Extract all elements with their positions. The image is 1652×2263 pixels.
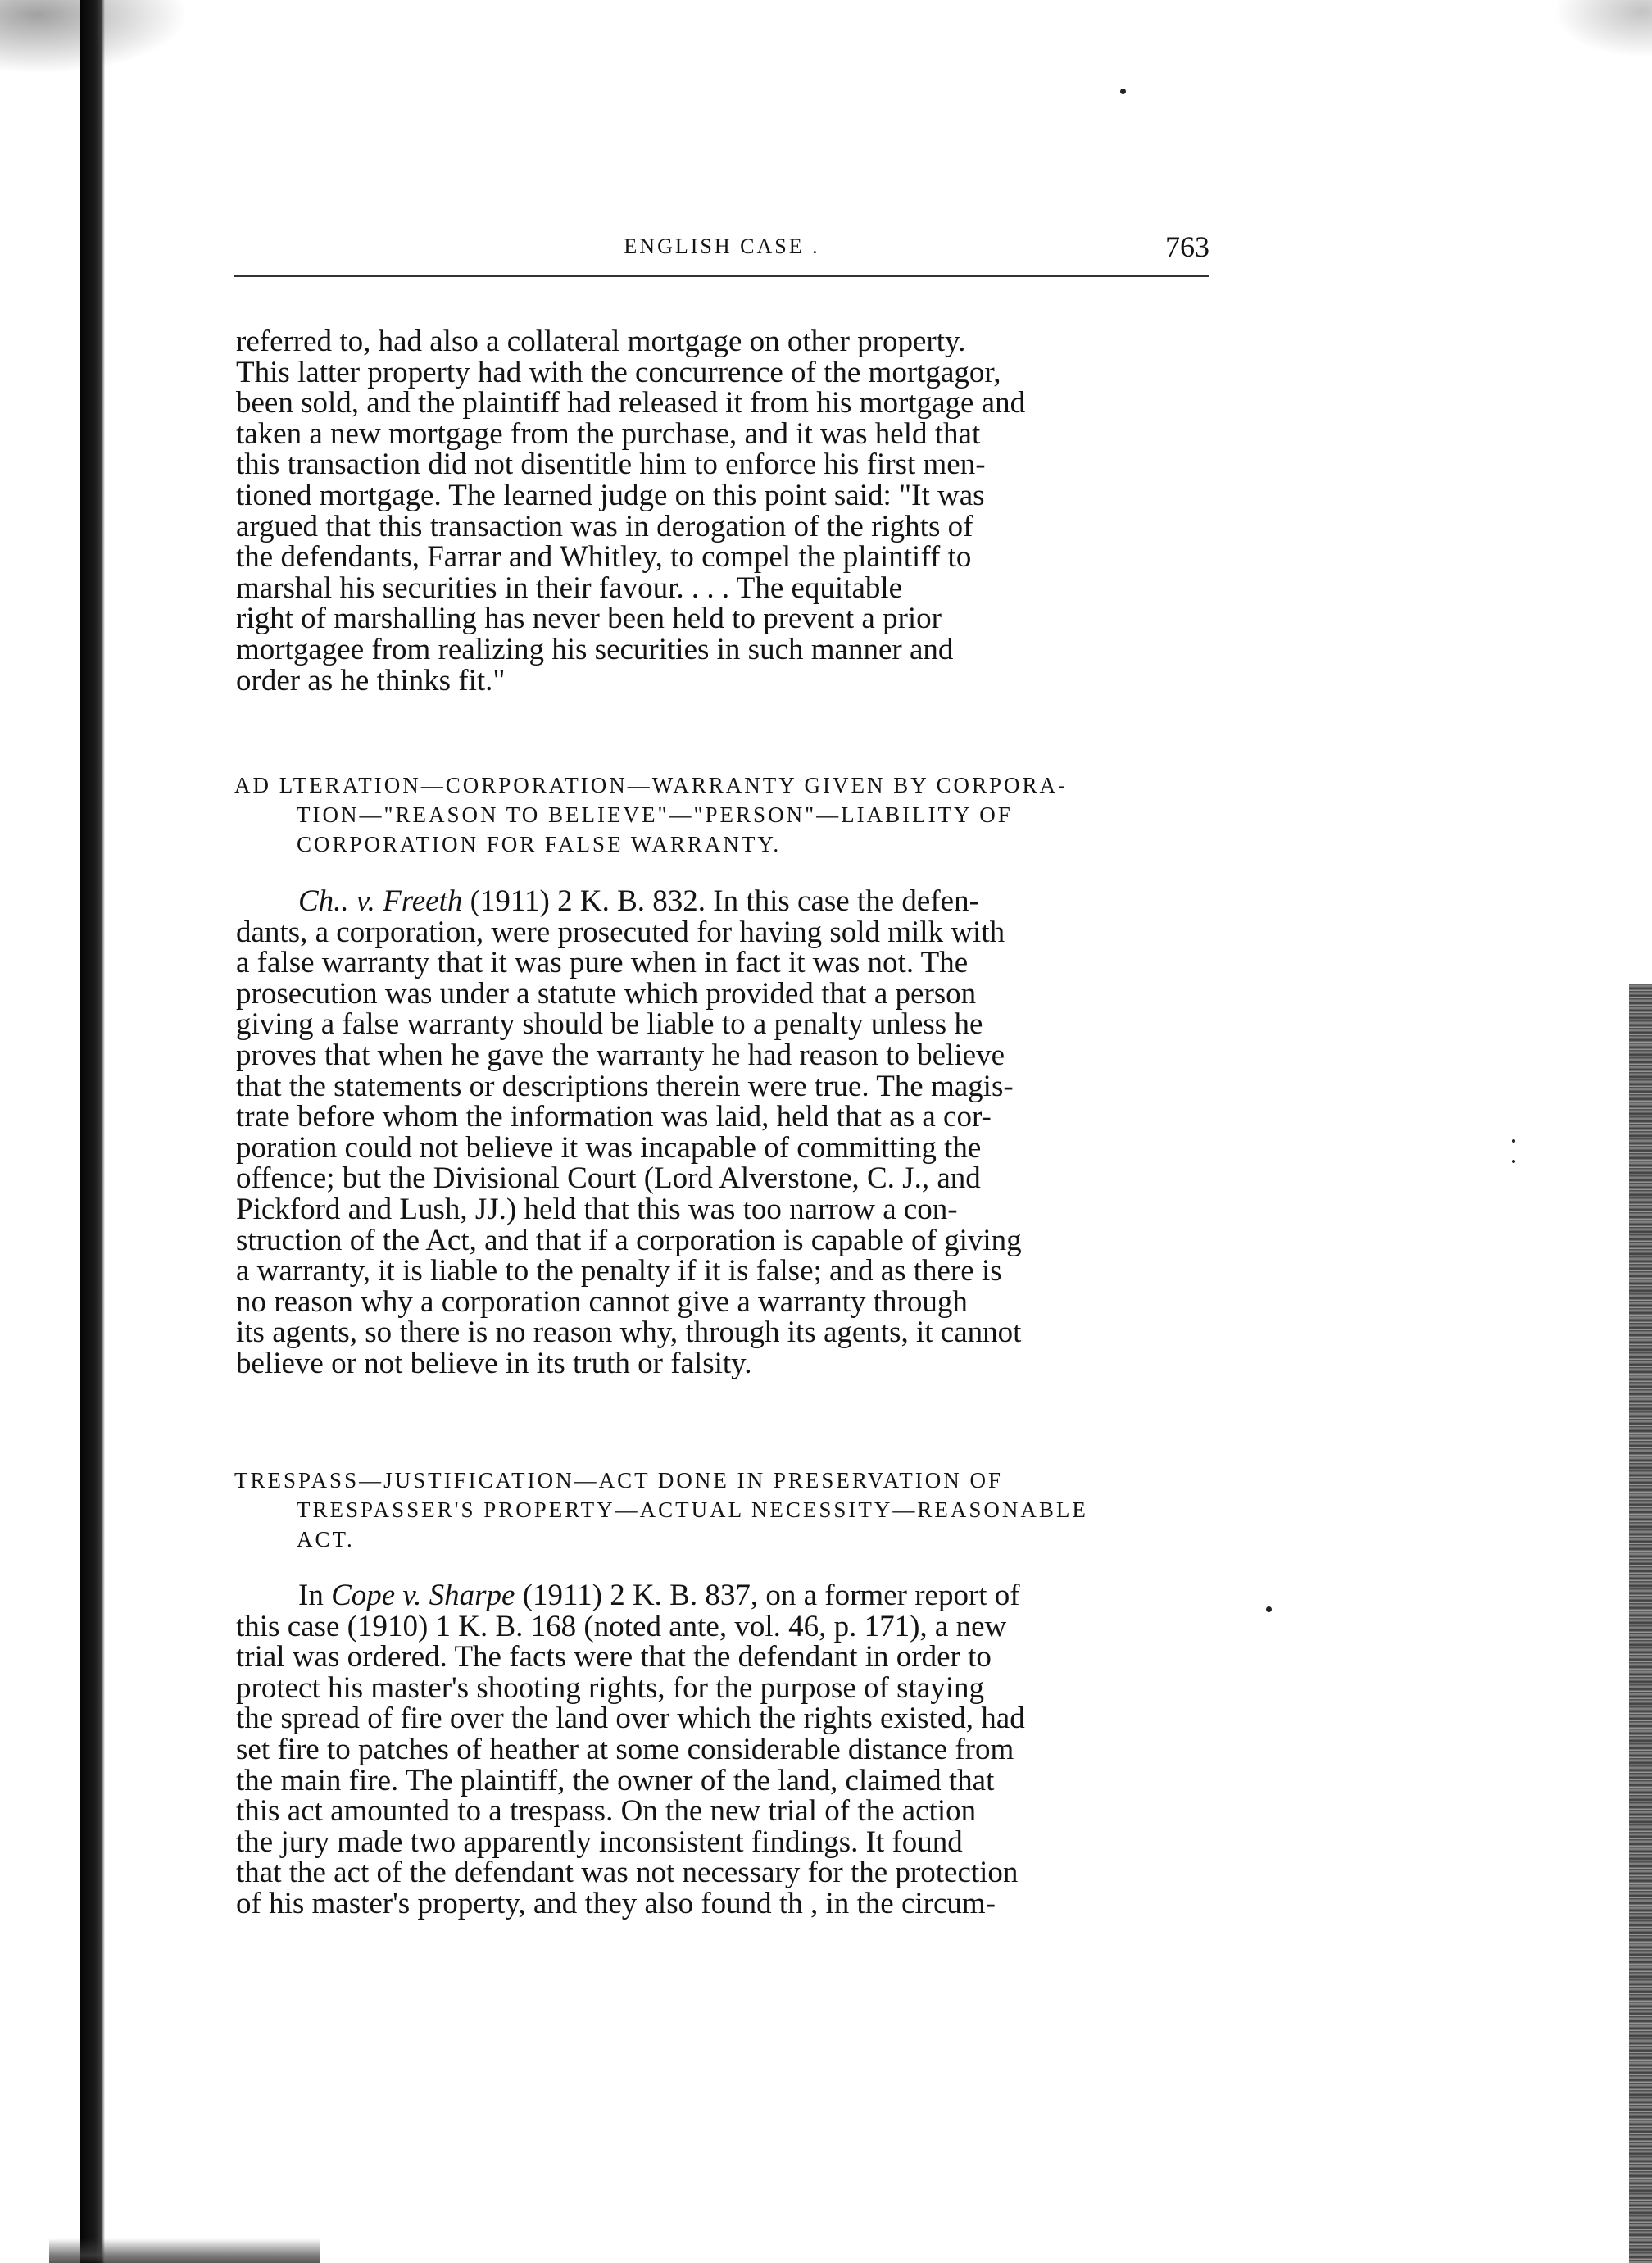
heading-line: CORPORATION FOR FALSE WARRANTY. <box>297 832 782 857</box>
text-line: protect his master's shooting rights, for the purpose of staying <box>236 1670 985 1705</box>
text-line: the defendants, Farrar and Whitley, to compel the plaintiff to <box>236 540 972 575</box>
text-line: poration could not believe it was incapable of committing the <box>236 1130 982 1165</box>
text-line: of his master's property, and they also found th , in the circum- <box>236 1886 996 1920</box>
section-heading-trespass <box>234 1465 1208 1554</box>
text-line: giving a false warranty should be liable to a penalty unless he <box>236 1007 983 1042</box>
text-line: referred to, had also a collateral mortgage on other property. <box>236 325 966 358</box>
text-line: the spread of fire over the land over which the rights existed, had <box>236 1702 1025 1736</box>
text-line: been sold, and the plaintiff had released it from his mortgage and <box>236 386 1026 420</box>
running-head <box>234 229 1210 270</box>
section-body-trespass <box>236 1580 1208 1920</box>
text-line: dants, a corporation, were prosecuted for having sold milk with <box>236 915 1005 949</box>
text-line <box>236 1580 1208 1611</box>
text-line: trate before whom the information was laid, held that as a cor- <box>236 1100 992 1134</box>
heading-line: TION—"REASON TO BELIEVE"—"PERSON"—LIABILITY OF <box>297 802 1013 827</box>
scan-speck <box>1512 1160 1515 1163</box>
section-heading-adulteration <box>234 770 1208 859</box>
text-line: mortgagee from realizing his securities in such manner and <box>236 632 954 666</box>
scan-speck <box>1266 1606 1272 1612</box>
scan-shadow-top-right <box>1554 0 1652 57</box>
text-line: set fire to patches of heather at some considerable distance from <box>236 1732 1014 1766</box>
scan-edge-right <box>1629 984 1652 2263</box>
text-line <box>236 886 1208 917</box>
text-line: This latter property had with the concurrence of the mortgagor, <box>236 355 1001 389</box>
text-line: struction of the Act, and that if a corporation is capable of giving <box>236 1223 1022 1257</box>
text-line: this case (1910) 1 K. B. 168 (noted ante, vol. 46, p. 171), a new <box>236 1609 1007 1643</box>
text-line: argued that this transaction was in derogation of the rights of <box>236 509 974 543</box>
text-line: offence; but the Divisional Court (Lord Alverstone, C. J., and <box>236 1161 981 1196</box>
text-line: the main fire. The plaintiff, the owner of the land, claimed that <box>236 1763 995 1797</box>
section-body-adulteration <box>236 886 1208 1379</box>
header-rule <box>234 275 1210 277</box>
text-line: that the statements or descriptions therein were true. The magis- <box>236 1069 1014 1103</box>
text-line: prosecution was under a statute which provided that a person <box>236 976 977 1011</box>
text-line: Pickford and Lush, JJ.) held that this was too narrow a con- <box>236 1192 958 1226</box>
text-line: this transaction did not disentitle him to enforce his first men- <box>236 448 986 482</box>
text-line: taken a new mortgage from the purchase, and it was held that <box>236 416 981 451</box>
text-line: a false warranty that it was pure when in fact it was not. The <box>236 946 969 980</box>
text-line: tioned mortgage. The learned judge on this point said: "It was <box>236 478 985 512</box>
text-line: a warranty, it is liable to the penalty if it is false; and as there is <box>236 1254 1002 1288</box>
text-line: right of marshalling has never been held to prevent a prior <box>236 602 942 636</box>
scan-speck <box>1120 89 1126 94</box>
text-line: that the act of the defendant was not necessary for the protection <box>236 1856 1019 1890</box>
text-line: its agents, so there is no reason why, through its agents, it cannot <box>236 1316 1022 1350</box>
text-line: no reason why a corporation cannot give a warranty through <box>236 1284 968 1319</box>
scan-speck <box>1512 1139 1515 1143</box>
citation: (1911) 2 K. B. 837, on a former report of <box>515 1579 1020 1612</box>
heading-line: ACT. <box>297 1527 355 1552</box>
scan-binding-edge <box>80 0 105 2263</box>
text-line: order as he thinks fit." <box>236 663 506 698</box>
text-line: trial was ordered. The facts were that the defendant in order to <box>236 1640 992 1675</box>
case-name: Ch.. v. Freeth <box>298 884 463 918</box>
heading-line: TRESPASSER'S PROPERTY—ACTUAL NECESSITY—REASONABLE <box>297 1497 1088 1522</box>
citation: (1911) 2 K. B. 832. <box>462 884 706 918</box>
case-name: Cope v. Sharpe <box>331 1579 515 1612</box>
text-run: In <box>298 1579 332 1612</box>
heading-line: TRESPASS—JUSTIFICATION—ACT DONE IN PRESERVATION OF <box>234 1468 1003 1493</box>
page-number: 763 <box>1165 230 1210 263</box>
running-title: ENGLISH CASE . <box>624 234 820 258</box>
paragraph-continuation <box>236 326 1208 696</box>
text-line: the jury made two apparently inconsistent findings. It found <box>236 1824 963 1859</box>
text-line: believe or not believe in its truth or falsity. <box>236 1346 752 1380</box>
text-line: marshal his securities in their favour. . . . The equitable <box>236 570 903 605</box>
text-line: proves that when he gave the warranty he had reason to believe <box>236 1038 1005 1072</box>
scan-shadow-bottom <box>49 2238 320 2263</box>
text-line: this act amounted to a trespass. On the new trial of the action <box>236 1794 977 1829</box>
text-run: In this case the defen- <box>713 884 979 918</box>
heading-line: AD LTERATION—CORPORATION—WARRANTY GIVEN BY CORPORA- <box>234 773 1069 798</box>
